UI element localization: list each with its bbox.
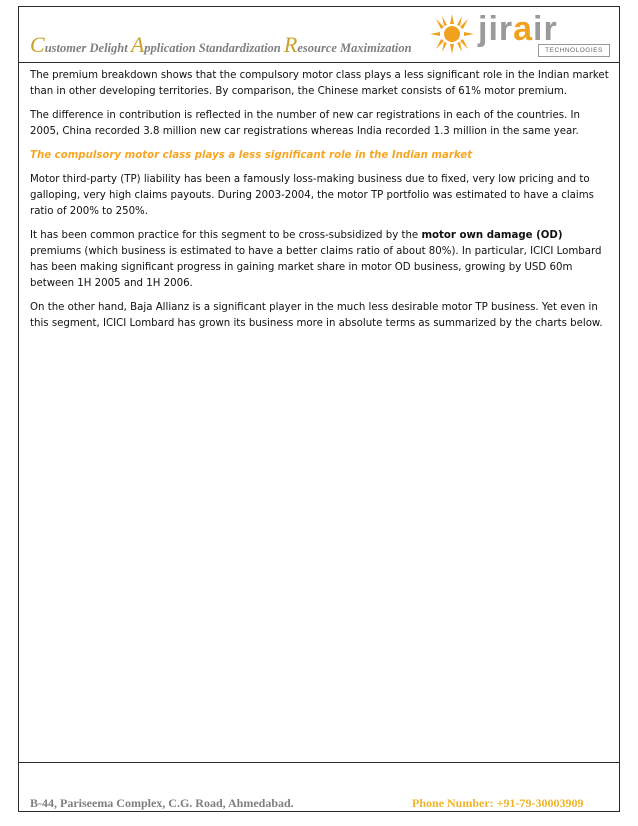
- tagline-initial-r: R: [283, 32, 298, 57]
- tagline-word-2: pplication Standardization: [144, 41, 284, 55]
- paragraph-car-registrations: The difference in contribution is reflected in the number of new car registrations in each of the countries. In 2005, China recorded 3.8 million new car registrations whereas India recorded 1.3 million in the same year.: [30, 110, 580, 137]
- tagline-word-3: esource Maximization: [297, 41, 412, 55]
- logo-word-accent: a: [513, 10, 534, 48]
- logo-word-end: ir: [533, 10, 558, 48]
- tagline-initial-a: A: [130, 32, 145, 57]
- company-logo: [426, 12, 616, 58]
- paragraph-cross-subsidy-start: It has been common practice for this segment to be cross-subsidized by the: [30, 230, 422, 241]
- header-divider: [18, 62, 620, 63]
- footer-address: B-44, Pariseema Complex, C.G. Road, Ahmedabad.: [30, 796, 294, 810]
- paragraph-cross-subsidy-end: premiums (which business is estimated to have a better claims ratio of about 80%). In particular, ICICI Lombard has been making significant progress in gaining market share in motor OD business, growing by USD 60m between 1H 2005 and 1H 2006.: [30, 246, 602, 289]
- footer-divider: [18, 762, 620, 763]
- tagline: [30, 32, 412, 58]
- paragraph-cross-subsidy: [30, 228, 612, 292]
- paragraph-premium-breakdown: The premium breakdown shows that the compulsory motor class plays a less significant role in the Indian market than in other developing territories. By comparison, the Chinese market consists of 61% motor premium.: [30, 70, 609, 97]
- document-body: [30, 68, 612, 340]
- section-heading: The compulsory motor class plays a less significant role in the Indian market: [30, 150, 473, 161]
- sun-icon: [426, 12, 478, 58]
- tagline-word-1: ustomer Delight: [44, 41, 131, 55]
- page-header: [24, 10, 616, 58]
- paragraph-tp-liability: Motor third-party (TP) liability has been a famously loss-making business due to fixed, very low pricing and to galloping, very high claims payouts. During 2003-2004, the motor TP portfolio was estimated to have a claims ratio of 200% to 250%.: [30, 174, 594, 217]
- tagline-initial-c: C: [30, 32, 45, 57]
- motor-od-term: motor own damage (OD): [421, 230, 563, 241]
- paragraph-bajaj-allianz: On the other hand, Baja Allianz is a significant player in the much less desirable motor TP business. Yet even in this segment, ICICI Lombard has grown its business more in absolute terms as summarized by the charts below.: [30, 302, 603, 329]
- logo-word-main: jir: [478, 10, 514, 48]
- footer-phone: Phone Number: +91-79-30003909: [412, 796, 584, 810]
- logo-subtitle: TECHNOLOGIES: [538, 44, 610, 57]
